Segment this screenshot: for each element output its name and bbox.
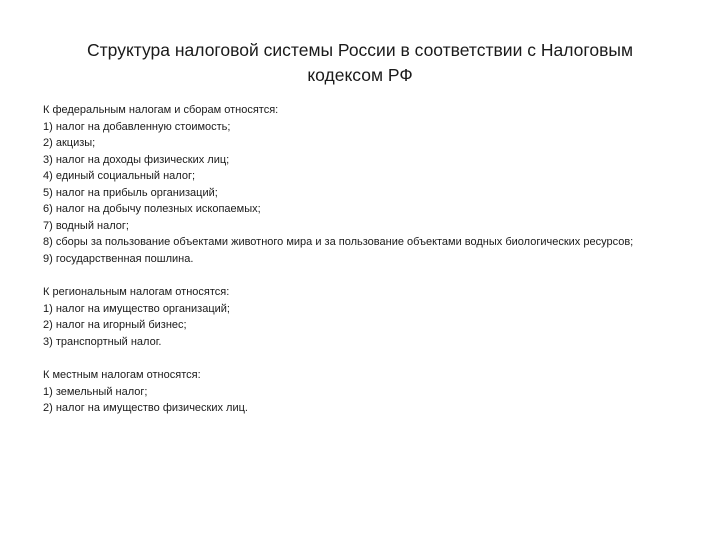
list-item: 1) налог на добавленную стоимость;	[43, 120, 231, 133]
slide-title-line-2: кодексом РФ	[307, 65, 413, 85]
section-local-taxes	[43, 367, 683, 417]
slide-body	[43, 102, 683, 434]
tax-list	[43, 301, 683, 351]
list-item: 3) налог на доходы физических лиц;	[43, 153, 230, 166]
tax-list	[43, 384, 683, 417]
list-item: 7) водный налог;	[43, 219, 129, 232]
list-item: 1) земельный налог;	[43, 385, 148, 398]
section-federal-taxes	[43, 102, 683, 267]
list-item: 2) налог на имущество физических лиц.	[43, 402, 248, 414]
list-item: 3) транспортный налог.	[43, 335, 162, 348]
section-heading: К федеральным налогам и сборам относятся:	[43, 104, 279, 116]
slide-title	[60, 38, 660, 88]
list-item: 2) акцизы;	[43, 137, 96, 149]
list-item: 5) налог на прибыль организаций;	[43, 186, 218, 199]
list-item: 4) единый социальный налог;	[43, 170, 196, 182]
list-item: 9) государственная пошлина.	[43, 252, 194, 265]
section-heading: К местным налогам относятся:	[43, 369, 201, 381]
slide-title-line-1: Структура налоговой системы России в соответствии с Налоговым	[87, 40, 633, 60]
list-item: 8) сборы за пользование объектами животного мира и за пользование объектами водных биологических ресурсов;	[43, 236, 634, 248]
list-item: 2) налог на игорный бизнес;	[43, 319, 187, 331]
section-heading: К региональным налогам относятся:	[43, 286, 230, 298]
list-item: 6) налог на добычу полезных ископаемых;	[43, 203, 261, 215]
list-item: 1) налог на имущество организаций;	[43, 302, 230, 315]
tax-list	[43, 119, 683, 268]
section-regional-taxes	[43, 284, 683, 350]
